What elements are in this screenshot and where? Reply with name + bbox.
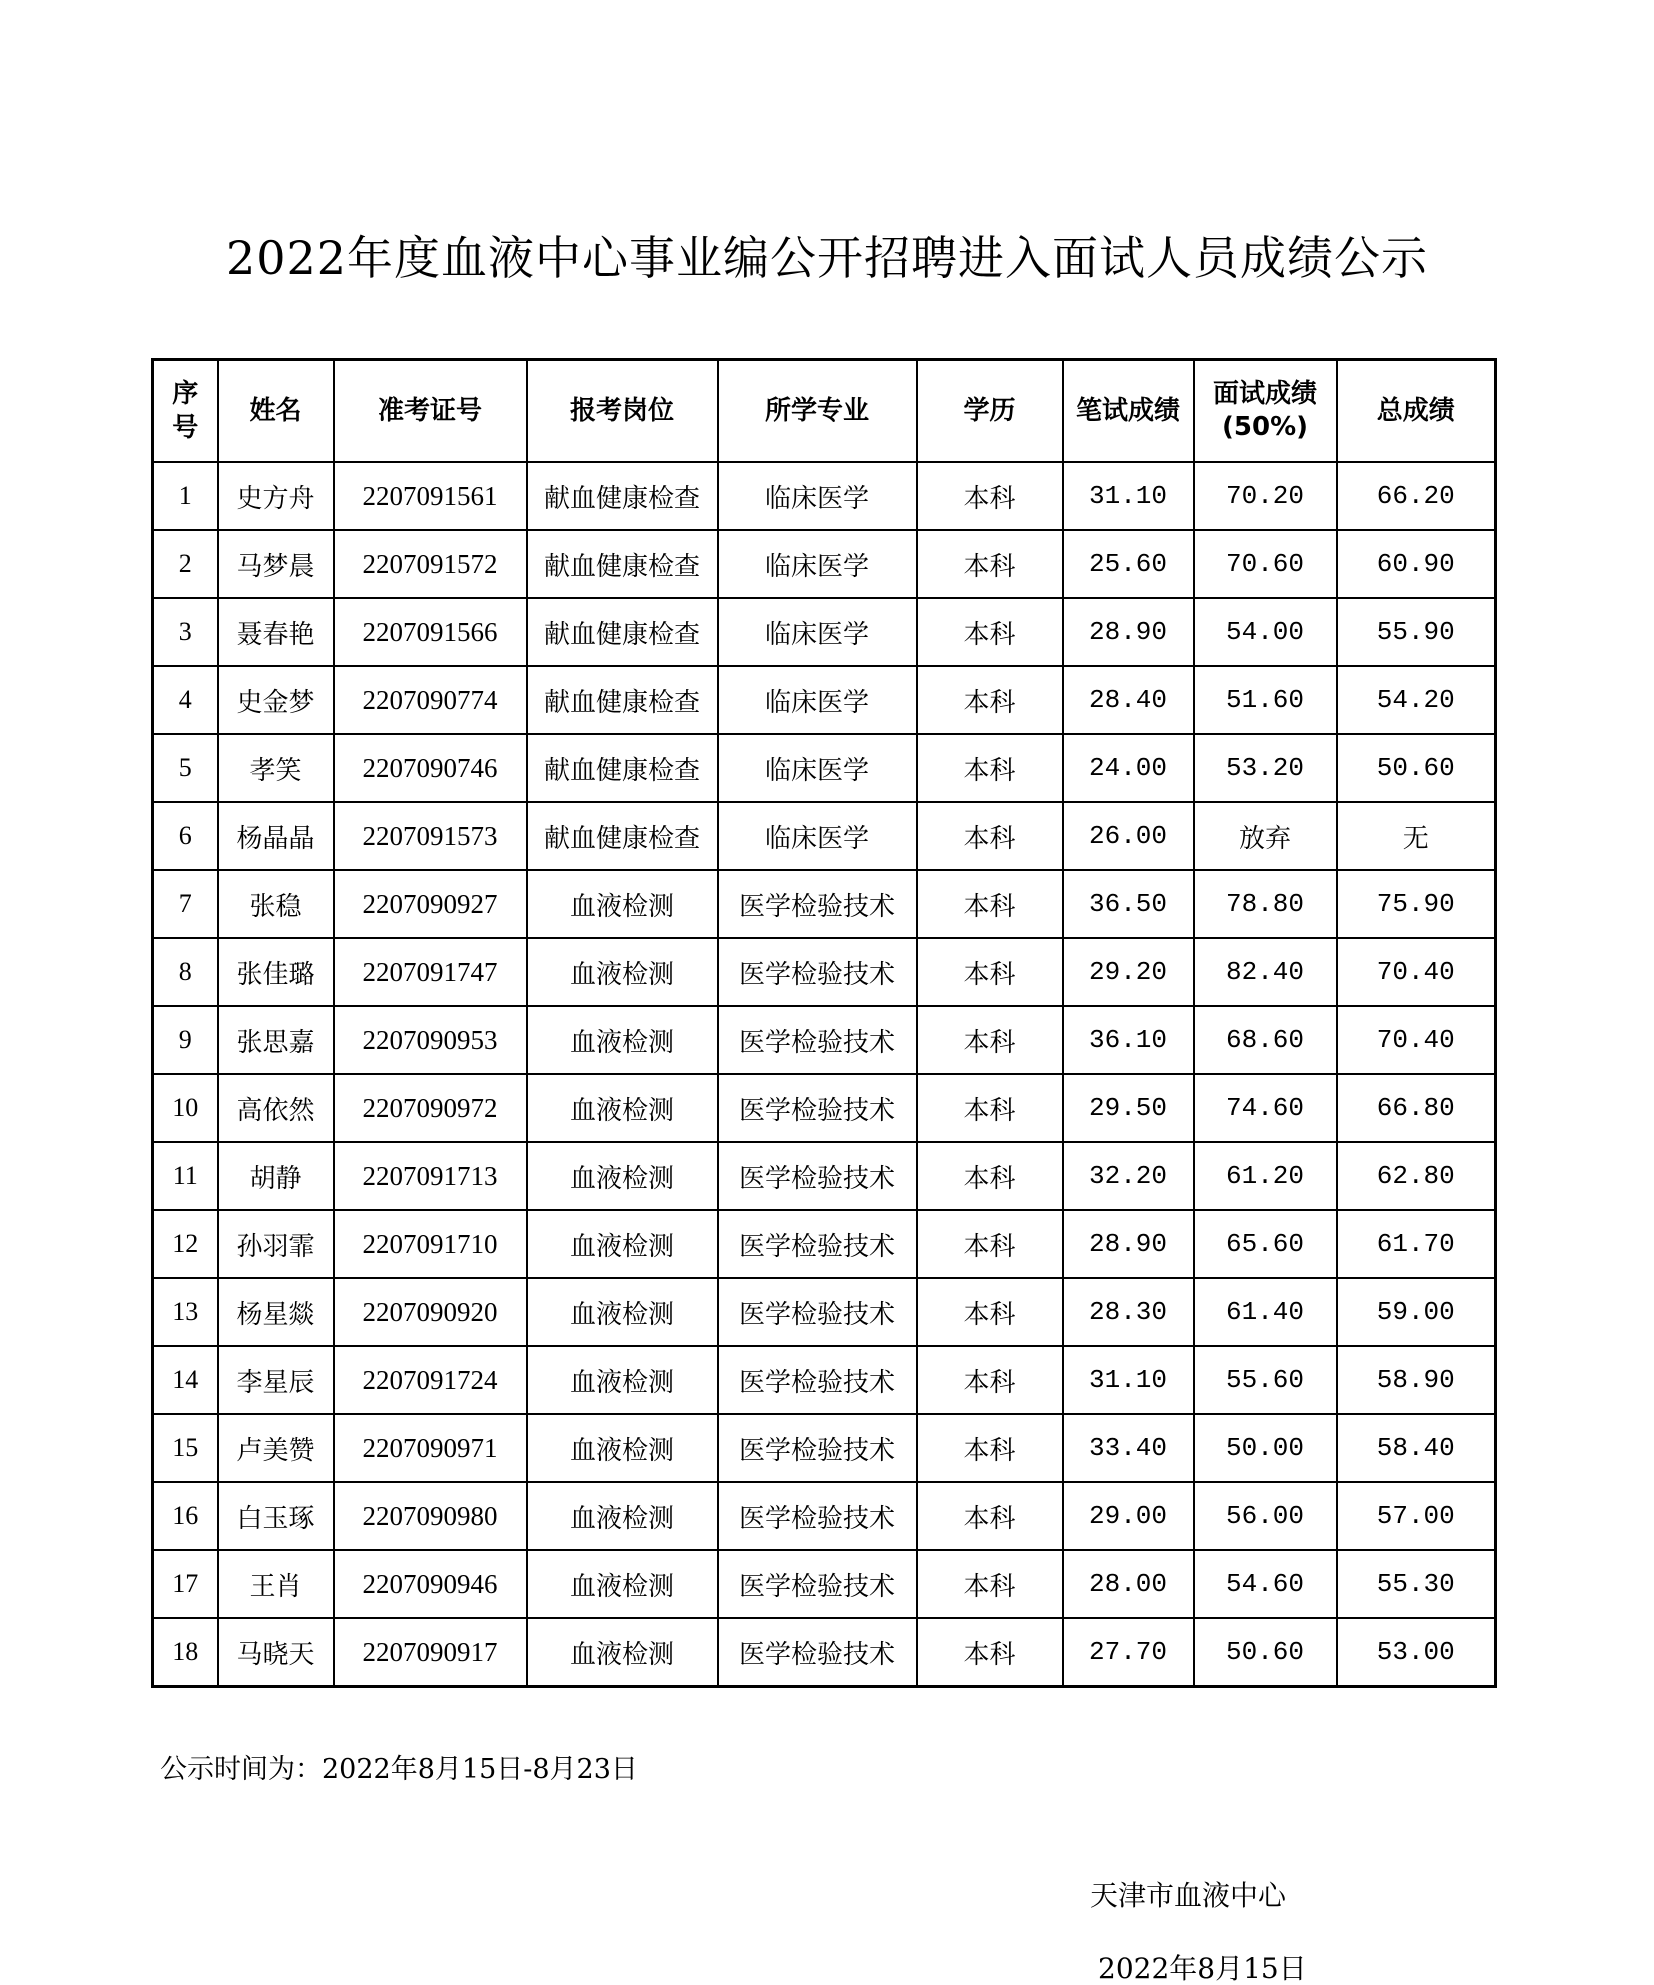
cell-total-score: 66.20 xyxy=(1337,462,1496,530)
cell-total-score: 75.90 xyxy=(1337,870,1496,938)
header-name: 姓名 xyxy=(218,360,334,463)
cell-interview-score: 78.80 xyxy=(1194,870,1337,938)
page-title: 2022年度血液中心事业编公开招聘进入面试人员成绩公示 xyxy=(225,231,1429,285)
cell-position: 献血健康检查 xyxy=(527,598,718,666)
cell-position: 血液检测 xyxy=(527,1142,718,1210)
cell-seq: 16 xyxy=(153,1482,218,1550)
cell-total-score: 70.40 xyxy=(1337,1006,1496,1074)
cell-written-score: 29.00 xyxy=(1063,1482,1194,1550)
cell-exam-no: 2207091566 xyxy=(334,598,527,666)
cell-interview-score: 53.20 xyxy=(1194,734,1337,802)
cell-education: 本科 xyxy=(917,1482,1063,1550)
cell-total-score: 66.80 xyxy=(1337,1074,1496,1142)
cell-major: 医学检验技术 xyxy=(718,1142,917,1210)
table-header-row xyxy=(153,360,1496,463)
cell-position: 血液检测 xyxy=(527,1006,718,1074)
cell-major: 医学检验技术 xyxy=(718,1414,917,1482)
table-row xyxy=(153,1074,1496,1142)
cell-exam-no: 2207090946 xyxy=(334,1550,527,1618)
cell-name: 马晓天 xyxy=(218,1618,334,1687)
cell-total-score: 62.80 xyxy=(1337,1142,1496,1210)
cell-position: 献血健康检查 xyxy=(527,734,718,802)
cell-education: 本科 xyxy=(917,870,1063,938)
cell-seq: 10 xyxy=(153,1074,218,1142)
cell-position: 献血健康检查 xyxy=(527,530,718,598)
cell-seq: 18 xyxy=(153,1618,218,1687)
cell-interview-score: 50.00 xyxy=(1194,1414,1337,1482)
cell-exam-no: 2207090774 xyxy=(334,666,527,734)
cell-exam-no: 2207091747 xyxy=(334,938,527,1006)
cell-position: 血液检测 xyxy=(527,1414,718,1482)
cell-interview-score: 68.60 xyxy=(1194,1006,1337,1074)
cell-total-score: 53.00 xyxy=(1337,1618,1496,1687)
cell-seq: 13 xyxy=(153,1278,218,1346)
header-position: 报考岗位 xyxy=(527,360,718,463)
cell-interview-score: 74.60 xyxy=(1194,1074,1337,1142)
cell-interview-score: 61.40 xyxy=(1194,1278,1337,1346)
cell-written-score: 32.20 xyxy=(1063,1142,1194,1210)
table-row xyxy=(153,1210,1496,1278)
cell-position: 血液检测 xyxy=(527,1074,718,1142)
cell-exam-no: 2207090980 xyxy=(334,1482,527,1550)
cell-seq: 3 xyxy=(153,598,218,666)
cell-written-score: 29.50 xyxy=(1063,1074,1194,1142)
notice-period: 公示时间为：2022年8月15日-8月23日 xyxy=(160,1754,638,1785)
cell-position: 血液检测 xyxy=(527,1550,718,1618)
table-row xyxy=(153,1550,1496,1618)
cell-position: 血液检测 xyxy=(527,1346,718,1414)
cell-position: 献血健康检查 xyxy=(527,802,718,870)
cell-education: 本科 xyxy=(917,1550,1063,1618)
cell-interview-score: 65.60 xyxy=(1194,1210,1337,1278)
cell-education: 本科 xyxy=(917,1074,1063,1142)
cell-name: 高依然 xyxy=(218,1074,334,1142)
table-row xyxy=(153,1346,1496,1414)
cell-total-score: 70.40 xyxy=(1337,938,1496,1006)
cell-seq: 12 xyxy=(153,1210,218,1278)
cell-major: 医学检验技术 xyxy=(718,1482,917,1550)
cell-name: 杨晶晶 xyxy=(218,802,334,870)
cell-seq: 15 xyxy=(153,1414,218,1482)
cell-name: 张思嘉 xyxy=(218,1006,334,1074)
cell-name: 白玉琢 xyxy=(218,1482,334,1550)
cell-total-score: 57.00 xyxy=(1337,1482,1496,1550)
cell-position: 血液检测 xyxy=(527,1482,718,1550)
cell-name: 王肖 xyxy=(218,1550,334,1618)
table-row xyxy=(153,1414,1496,1482)
table-row xyxy=(153,1142,1496,1210)
cell-interview-score: 50.60 xyxy=(1194,1618,1337,1687)
cell-written-score: 26.00 xyxy=(1063,802,1194,870)
cell-major: 医学检验技术 xyxy=(718,1074,917,1142)
cell-written-score: 28.90 xyxy=(1063,598,1194,666)
cell-major: 医学检验技术 xyxy=(718,938,917,1006)
cell-education: 本科 xyxy=(917,1006,1063,1074)
cell-exam-no: 2207091713 xyxy=(334,1142,527,1210)
cell-interview-score: 54.60 xyxy=(1194,1550,1337,1618)
cell-position: 血液检测 xyxy=(527,1210,718,1278)
cell-interview-score: 54.00 xyxy=(1194,598,1337,666)
cell-education: 本科 xyxy=(917,462,1063,530)
cell-exam-no: 2207091724 xyxy=(334,1346,527,1414)
table-row xyxy=(153,1278,1496,1346)
cell-total-score: 60.90 xyxy=(1337,530,1496,598)
cell-major: 医学检验技术 xyxy=(718,1006,917,1074)
cell-total-score: 55.90 xyxy=(1337,598,1496,666)
cell-education: 本科 xyxy=(917,666,1063,734)
cell-written-score: 28.00 xyxy=(1063,1550,1194,1618)
cell-seq: 4 xyxy=(153,666,218,734)
table-row xyxy=(153,938,1496,1006)
cell-exam-no: 2207091572 xyxy=(334,530,527,598)
cell-education: 本科 xyxy=(917,1618,1063,1687)
cell-exam-no: 2207090920 xyxy=(334,1278,527,1346)
cell-education: 本科 xyxy=(917,1210,1063,1278)
cell-written-score: 33.40 xyxy=(1063,1414,1194,1482)
table-row xyxy=(153,1618,1496,1687)
results-table xyxy=(151,358,1497,1688)
cell-education: 本科 xyxy=(917,938,1063,1006)
table-row xyxy=(153,530,1496,598)
cell-total-score: 59.00 xyxy=(1337,1278,1496,1346)
table-body xyxy=(153,462,1496,1687)
cell-exam-no: 2207090917 xyxy=(334,1618,527,1687)
cell-written-score: 31.10 xyxy=(1063,462,1194,530)
cell-written-score: 36.50 xyxy=(1063,870,1194,938)
cell-exam-no: 2207090746 xyxy=(334,734,527,802)
cell-exam-no: 2207091573 xyxy=(334,802,527,870)
cell-interview-score: 70.60 xyxy=(1194,530,1337,598)
cell-name: 胡静 xyxy=(218,1142,334,1210)
cell-seq: 5 xyxy=(153,734,218,802)
cell-interview-score: 放弃 xyxy=(1194,802,1337,870)
cell-major: 医学检验技术 xyxy=(718,870,917,938)
cell-name: 史方舟 xyxy=(218,462,334,530)
cell-education: 本科 xyxy=(917,734,1063,802)
cell-major: 医学检验技术 xyxy=(718,1346,917,1414)
cell-major: 医学检验技术 xyxy=(718,1210,917,1278)
header-education: 学历 xyxy=(917,360,1063,463)
header-seq-line1: 序 xyxy=(172,379,199,409)
cell-written-score: 36.10 xyxy=(1063,1006,1194,1074)
cell-seq: 7 xyxy=(153,870,218,938)
cell-name: 马梦晨 xyxy=(218,530,334,598)
cell-education: 本科 xyxy=(917,1142,1063,1210)
cell-education: 本科 xyxy=(917,1346,1063,1414)
cell-exam-no: 2207090971 xyxy=(334,1414,527,1482)
table-row xyxy=(153,1482,1496,1550)
cell-seq: 1 xyxy=(153,462,218,530)
cell-total-score: 58.90 xyxy=(1337,1346,1496,1414)
cell-total-score: 无 xyxy=(1337,802,1496,870)
cell-written-score: 25.60 xyxy=(1063,530,1194,598)
header-exam-no: 准考证号 xyxy=(334,360,527,463)
cell-written-score: 29.20 xyxy=(1063,938,1194,1006)
cell-education: 本科 xyxy=(917,1278,1063,1346)
cell-education: 本科 xyxy=(917,598,1063,666)
cell-position: 血液检测 xyxy=(527,1278,718,1346)
issue-date: 2022年8月15日 xyxy=(1098,1952,1307,1985)
cell-written-score: 27.70 xyxy=(1063,1618,1194,1687)
cell-major: 临床医学 xyxy=(718,802,917,870)
cell-seq: 2 xyxy=(153,530,218,598)
cell-written-score: 31.10 xyxy=(1063,1346,1194,1414)
cell-interview-score: 61.20 xyxy=(1194,1142,1337,1210)
header-seq-line2: 号 xyxy=(172,413,199,443)
cell-major: 医学检验技术 xyxy=(718,1278,917,1346)
header-major: 所学专业 xyxy=(718,360,917,463)
header-seq xyxy=(153,360,218,463)
cell-position: 血液检测 xyxy=(527,1618,718,1687)
header-interview-line2: (50%) xyxy=(1222,412,1308,442)
cell-written-score: 28.90 xyxy=(1063,1210,1194,1278)
cell-interview-score: 70.20 xyxy=(1194,462,1337,530)
cell-major: 医学检验技术 xyxy=(718,1550,917,1618)
cell-name: 李星辰 xyxy=(218,1346,334,1414)
cell-education: 本科 xyxy=(917,1414,1063,1482)
cell-major: 临床医学 xyxy=(718,666,917,734)
table-row xyxy=(153,598,1496,666)
table-row xyxy=(153,870,1496,938)
cell-total-score: 61.70 xyxy=(1337,1210,1496,1278)
cell-exam-no: 2207090953 xyxy=(334,1006,527,1074)
cell-name: 张佳璐 xyxy=(218,938,334,1006)
cell-written-score: 24.00 xyxy=(1063,734,1194,802)
cell-exam-no: 2207091710 xyxy=(334,1210,527,1278)
table-row xyxy=(153,462,1496,530)
cell-exam-no: 2207090972 xyxy=(334,1074,527,1142)
cell-name: 孝笑 xyxy=(218,734,334,802)
issuer-name: 天津市血液中心 xyxy=(1090,1879,1287,1912)
cell-position: 血液检测 xyxy=(527,938,718,1006)
cell-seq: 8 xyxy=(153,938,218,1006)
cell-seq: 6 xyxy=(153,802,218,870)
cell-interview-score: 55.60 xyxy=(1194,1346,1337,1414)
cell-total-score: 54.20 xyxy=(1337,666,1496,734)
cell-education: 本科 xyxy=(917,530,1063,598)
cell-seq: 11 xyxy=(153,1142,218,1210)
cell-name: 卢美赞 xyxy=(218,1414,334,1482)
cell-name: 杨星燚 xyxy=(218,1278,334,1346)
header-interview-line1: 面试成绩 xyxy=(1212,379,1317,409)
cell-education: 本科 xyxy=(917,802,1063,870)
cell-name: 张稳 xyxy=(218,870,334,938)
cell-major: 临床医学 xyxy=(718,598,917,666)
cell-total-score: 58.40 xyxy=(1337,1414,1496,1482)
cell-interview-score: 51.60 xyxy=(1194,666,1337,734)
cell-exam-no: 2207091561 xyxy=(334,462,527,530)
header-total-score: 总成绩 xyxy=(1337,360,1496,463)
table-row xyxy=(153,666,1496,734)
cell-position: 血液检测 xyxy=(527,870,718,938)
cell-major: 临床医学 xyxy=(718,462,917,530)
cell-written-score: 28.30 xyxy=(1063,1278,1194,1346)
cell-interview-score: 82.40 xyxy=(1194,938,1337,1006)
table-row xyxy=(153,802,1496,870)
header-written-score: 笔试成绩 xyxy=(1063,360,1194,463)
cell-major: 临床医学 xyxy=(718,530,917,598)
cell-position: 献血健康检查 xyxy=(527,666,718,734)
header-interview-score xyxy=(1194,360,1337,463)
cell-name: 聂春艳 xyxy=(218,598,334,666)
table-row xyxy=(153,1006,1496,1074)
cell-exam-no: 2207090927 xyxy=(334,870,527,938)
cell-name: 史金梦 xyxy=(218,666,334,734)
cell-major: 医学检验技术 xyxy=(718,1618,917,1687)
table-row xyxy=(153,734,1496,802)
cell-name: 孙羽霏 xyxy=(218,1210,334,1278)
cell-seq: 9 xyxy=(153,1006,218,1074)
cell-total-score: 50.60 xyxy=(1337,734,1496,802)
cell-written-score: 28.40 xyxy=(1063,666,1194,734)
cell-position: 献血健康检查 xyxy=(527,462,718,530)
cell-interview-score: 56.00 xyxy=(1194,1482,1337,1550)
cell-total-score: 55.30 xyxy=(1337,1550,1496,1618)
cell-seq: 14 xyxy=(153,1346,218,1414)
cell-seq: 17 xyxy=(153,1550,218,1618)
cell-major: 临床医学 xyxy=(718,734,917,802)
